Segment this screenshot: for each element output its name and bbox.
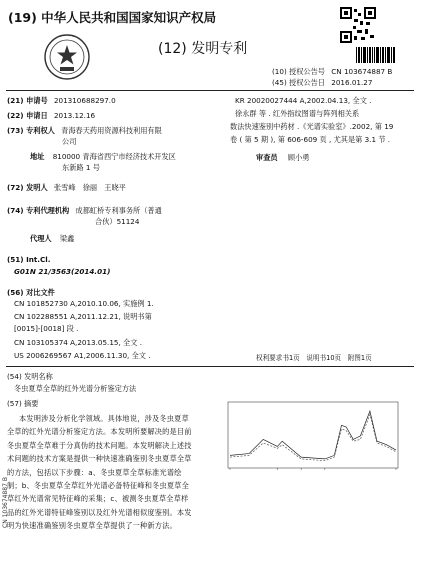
reference-continued: 卷 ( 第 5 期 ), 第 606-609 页 , 尤其是第 3.1 节 . [230,135,391,144]
publication-date [272,77,372,88]
reference-continued: 数法快速鉴别中药材 .《光谱实验室》.2002, 第 19 [230,122,394,131]
reference-item: CN 102288551 A,2011.12.21, 说明书第 [14,312,152,321]
abstract-text: 本发明涉及分析化学领域。具体地说，涉及冬虫夏草全草的红外光谱分析鉴定方法。本发明所要解决的是目前冬虫夏草全草难于分真伪的技术问题。本发明解决上述技术问题的技术方案是提供一种快速准确鉴别冬虫夏草全草的方法，包括以下步骤：a、冬虫夏草全草标准光谱绘制；b、冬虫夏草全草红外光谱必备特征峰和冬虫夏草全草红外光谱常见特征峰的采集；c、被测冬虫夏草全草样品的红外光谱特征峰鉴别以及红外光谱相似度鉴别。本发明为快速准确鉴别冬虫夏草全草提供了一种新方法。 [7,414,192,531]
agent-value: 梁鑫 [59,234,75,243]
inventors-value: 张雪峰 徐丽 王晓平 [53,183,126,192]
page-count: 权利要求书1页 说明书10页 附图1页 [256,354,372,362]
address [30,151,176,162]
inventors-label: (72) 发明人 [7,183,48,192]
application-number-value: 201310688297.0 [53,96,116,105]
national-emblem-icon [42,31,92,83]
reference-item: US 2006269567 A1,2006.11.30, 全文 . [14,351,151,360]
examiner [256,152,309,163]
address-line1: 810000 青海省西宁市经济技术开发区 [52,152,176,161]
reference-continued: KR 20020027444 A,2002.04.13, 全文 . [235,96,372,105]
application-date [7,110,95,121]
publication-number [272,66,392,77]
title-label: (54) 发明名称 [7,372,53,381]
publication-number-label: (10) 授权公告号 [272,67,325,76]
abstract-divider [6,366,414,367]
reference-item: [0015]-[0018] 段 . [14,324,79,333]
reference-item: CN 103105374 A,2013.05.15, 全文 . [14,338,142,347]
reference-continued: 徐永群 等 . 红外指纹图谱与阵列相关系 [235,109,360,118]
header-divider [6,90,414,91]
address-label: 地址 [30,152,45,161]
application-number [7,95,116,106]
patent-agency-label: (74) 专利代理机构 [7,206,70,215]
patent-agency-line2: 合伙）51124 [95,217,140,226]
side-document-code: CN 103674887 B [2,477,9,528]
barcode-icon [356,47,396,63]
reference-item: CN 101852730 A,2010.10.06, 实施例 1. [14,299,154,308]
patentee-label: (73) 专利权人 [7,126,55,135]
patent-agency-line1: 成都虹桥专利事务所（普通 [75,206,162,215]
intcl-value: G01N 21/3563(2014.01) [14,267,111,276]
document-type-heading: (12) 发明专利 [158,41,248,57]
agent [30,233,74,244]
publication-date-label: (45) 授权公告日 [272,78,325,87]
references-label: (56) 对比文件 [7,288,55,297]
application-number-label: (21) 申请号 [7,96,48,105]
address-line2: 东新路 1 号 [62,163,100,172]
patentee [7,125,162,136]
application-date-label: (22) 申请日 [7,111,48,120]
abstract-label: (57) 摘要 [7,399,39,408]
application-date-value: 2013.12.16 [53,111,96,120]
patentee-value-line1: 青海春天药用资源科技利用有限 [61,126,162,135]
inventors [7,182,126,193]
ir-spectrum-chart [222,398,402,476]
publication-date-value: 2016.01.27 [331,78,373,87]
qr-code-icon [340,7,376,43]
patentee-value-line2: 公司 [62,137,77,146]
intcl-label: (51) Int.Cl. [7,255,51,264]
publication-number-value: CN 103674887 B [331,67,393,76]
examiner-value: 顾小勇 [287,153,310,162]
patent-agency [7,205,162,216]
spectrum-series-line [230,415,396,461]
agent-label: 代理人 [30,234,52,243]
examiner-label: 审查员 [256,153,278,162]
office-title: (19) 中华人民共和国国家知识产权局 [8,10,217,25]
invention-title: 冬虫夏草全草的红外光谱分析鉴定方法 [14,384,137,393]
